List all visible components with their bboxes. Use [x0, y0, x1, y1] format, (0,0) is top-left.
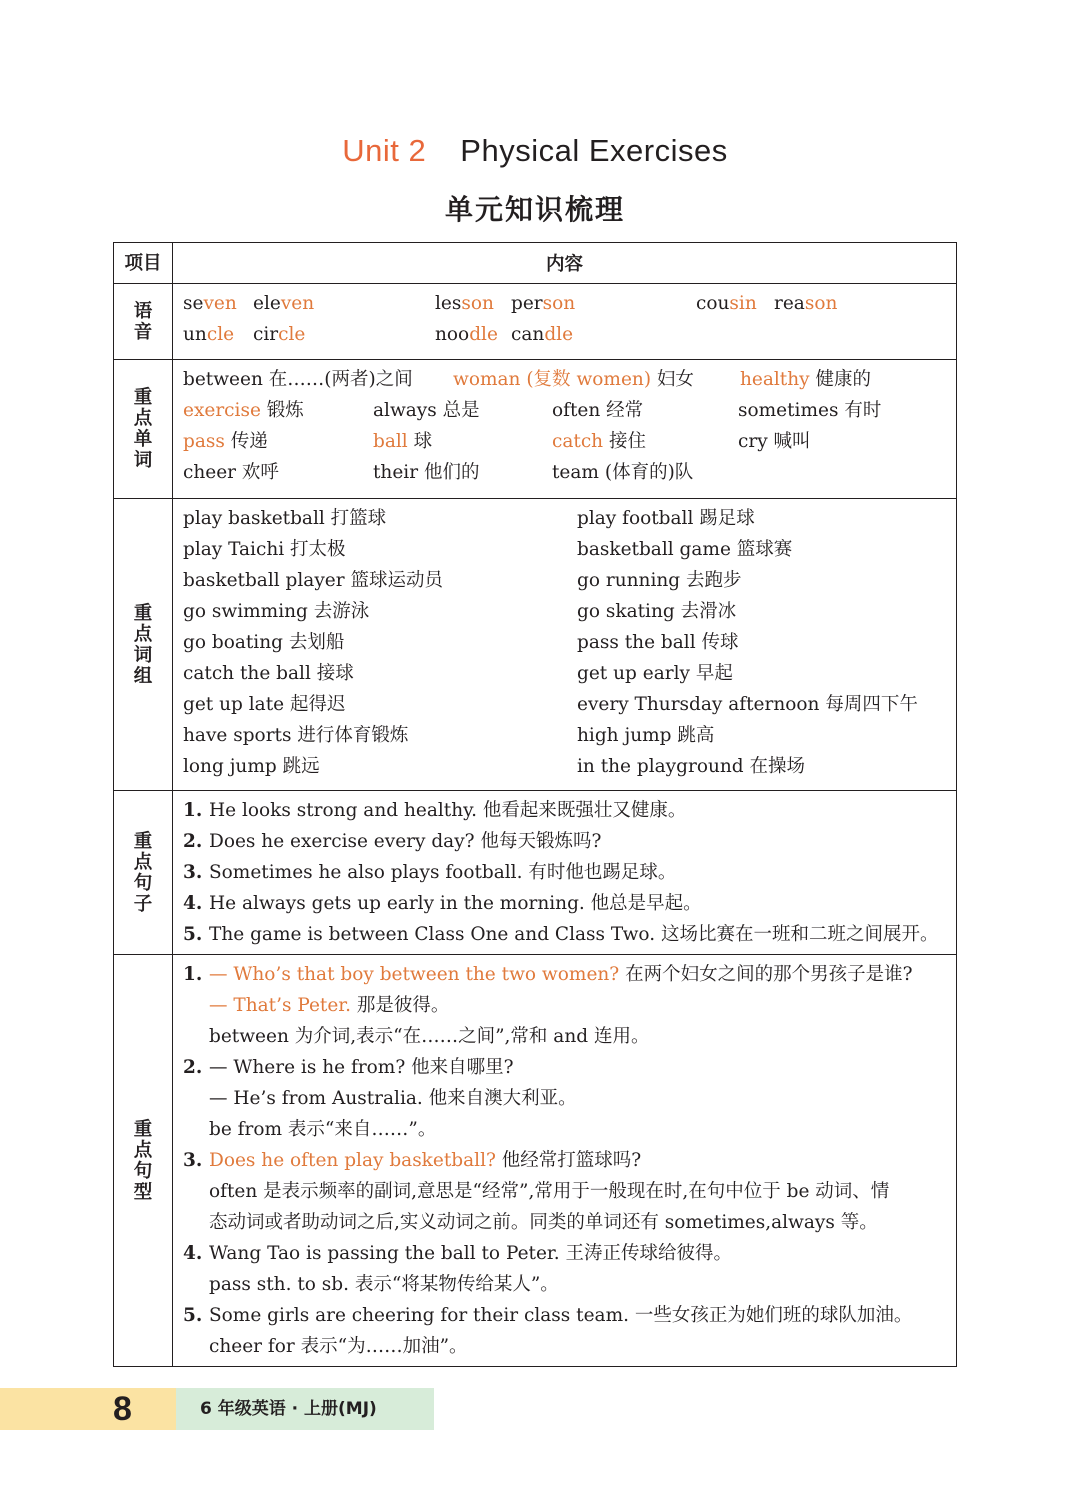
word-item — [373, 457, 479, 488]
sentence-text: He looks strong and healthy. 他看起来既强壮又健康。 — [209, 800, 687, 821]
phonetics-line-2 — [183, 319, 956, 350]
phrase-line — [183, 689, 956, 720]
word-en: pass — [183, 431, 225, 452]
word-zh: 妇女 — [651, 369, 694, 390]
phrase-line — [183, 720, 956, 751]
word-en: woman (复数 women) — [453, 369, 652, 390]
phonetic-highlight: son — [542, 293, 576, 314]
phonetic-word — [183, 319, 234, 350]
phrase-left: basketball player 篮球运动员 — [183, 570, 443, 591]
word-en: team — [552, 462, 599, 483]
word-item — [552, 395, 643, 426]
sentence-text: Does he exercise every day? 他每天锻炼吗? — [209, 831, 602, 852]
words-content — [173, 360, 957, 499]
pattern-2-line-2: — He’s from Australia. 他来自澳大利亚。 — [209, 1088, 577, 1109]
phonetic-prefix: cou — [696, 293, 730, 314]
phonetic-prefix: se — [183, 293, 204, 314]
words-row — [114, 360, 957, 499]
phrases-label: 重 点 词 组 — [114, 499, 173, 791]
pattern-5-line-1: 5. Some girls are cheering for their class team. 一些女孩正为她们班的球队加油。 — [183, 1305, 913, 1326]
word-en: catch — [552, 431, 604, 452]
word-en: cheer — [183, 462, 237, 483]
phrase-right: play football 踢足球 — [577, 508, 755, 529]
phrase-line — [183, 534, 956, 565]
phrase-left: go boating 去划船 — [183, 632, 345, 653]
phrase-left: play Taichi 打太极 — [183, 539, 346, 560]
phonetic-prefix: rea — [774, 293, 805, 314]
word-line — [183, 457, 956, 488]
phonetic-highlight: dle — [544, 324, 574, 345]
word-item — [373, 395, 480, 426]
word-item — [183, 426, 268, 457]
word-en: healthy — [740, 369, 810, 390]
pattern-3-line-1: 3. Does he often play basketball? 他经常打篮球吗? — [183, 1150, 642, 1171]
word-item — [183, 457, 279, 488]
book-label: 6 年级英语 · 上册(MJ) — [176, 1388, 434, 1430]
phrase-line — [183, 627, 956, 658]
word-line — [183, 426, 956, 457]
sentences-label: 重 点 句 子 — [114, 791, 173, 955]
word-zh: 欢呼 — [236, 462, 279, 483]
phonetic-highlight: cle — [206, 324, 235, 345]
pattern-1-note: between 为介词,表示“在……之间”,常和 and 连用。 — [209, 1026, 650, 1047]
word-line — [183, 395, 956, 426]
phonetics-row — [114, 284, 957, 360]
phonetic-word — [253, 288, 314, 319]
phonetic-prefix: can — [511, 324, 545, 345]
word-zh: 接住 — [603, 431, 646, 452]
phrase-left: catch the ball 接球 — [183, 663, 354, 684]
phrase-right: go skating 去滑冰 — [577, 601, 737, 622]
phrase-line — [183, 658, 956, 689]
phonetic-highlight: sin — [729, 293, 757, 314]
patterns-row — [114, 955, 957, 1367]
phrase-right: every Thursday afternoon 每周四下午 — [577, 694, 918, 715]
phrase-right: go running 去跑步 — [577, 570, 742, 591]
pattern-1-line-2: — That’s Peter. 那是彼得。 — [209, 995, 450, 1016]
word-item — [183, 364, 413, 395]
phrase-right: in the playground 在操场 — [577, 756, 806, 777]
phrase-left: go swimming 去游泳 — [183, 601, 370, 622]
phonetic-highlight: son — [461, 293, 494, 314]
sentence-number: 1. — [183, 800, 203, 821]
sentences-row — [114, 791, 957, 955]
word-zh: 在……(两者)之间 — [262, 369, 413, 390]
patterns-content — [173, 955, 957, 1367]
pattern-5-note: cheer for 表示“为……加油”。 — [209, 1336, 468, 1357]
phrase-left: get up late 起得迟 — [183, 694, 346, 715]
phrases-row — [114, 499, 957, 791]
word-zh: (体育的)队 — [598, 462, 694, 483]
phonetic-word — [696, 288, 757, 319]
phonetics-line-1 — [183, 288, 956, 319]
sentence-line — [183, 826, 956, 857]
sentence-text: He always gets up early in the morning. 他总是早起。 — [209, 893, 702, 914]
phonetic-word — [774, 288, 837, 319]
phonetic-prefix: un — [183, 324, 207, 345]
sentences-content — [173, 791, 957, 955]
phrase-line — [183, 596, 956, 627]
sentence-text: Sometimes he also plays football. 有时他也踢足球。 — [209, 862, 677, 883]
pattern-4-line-1: 4. Wang Tao is passing the ball to Peter. 王涛正传球给彼得。 — [183, 1243, 732, 1264]
phonetic-word — [253, 319, 305, 350]
word-item — [738, 426, 811, 457]
word-zh: 健康的 — [809, 369, 872, 390]
phonetics-content — [173, 284, 957, 360]
pattern-1-line-1: 1. — Who’s that boy between the two women? 在两个妇女之间的那个男孩子是谁? — [183, 964, 913, 985]
section-subtitle: 单元知识梳理 — [444, 193, 625, 226]
knowledge-table — [113, 242, 957, 1367]
phonetic-word — [511, 288, 575, 319]
word-zh: 他们的 — [418, 462, 480, 483]
unit-title — [0, 133, 1070, 169]
phrase-right: high jump 跳高 — [577, 725, 715, 746]
word-en: cry — [738, 431, 768, 452]
phonetic-prefix: per — [511, 293, 543, 314]
phonetic-prefix: les — [435, 293, 462, 314]
pattern-3-note-2: 态动词或者助动词之后,实义动词之前。同类的单词还有 sometimes,always 等。 — [209, 1212, 878, 1233]
phrase-right: get up early 早起 — [577, 663, 733, 684]
word-zh: 喊叫 — [767, 431, 811, 452]
word-item — [738, 395, 881, 426]
page-number-block — [0, 1388, 176, 1430]
phrase-line — [183, 503, 956, 534]
word-item — [373, 426, 432, 457]
unit-name: Physical Exercises — [460, 133, 728, 168]
page-number: 8 — [113, 1390, 132, 1428]
word-en: often — [552, 400, 601, 421]
word-item — [183, 395, 304, 426]
phrase-left: long jump 跳远 — [183, 756, 320, 777]
table-header-row — [114, 243, 957, 284]
word-item — [453, 364, 694, 395]
phonetic-word — [435, 288, 494, 319]
word-item — [552, 457, 693, 488]
pattern-3-note-1: often 是表示频率的副词,意思是“经常”,常用于一般现在时,在句中位于 be 动词、情 — [209, 1181, 890, 1202]
phrase-line — [183, 565, 956, 596]
sentence-line — [183, 919, 956, 950]
phrase-right: pass the ball 传球 — [577, 632, 739, 653]
pattern-4-note: pass sth. to sb. 表示“将某物传给某人”。 — [209, 1274, 559, 1295]
pattern-2-line-1: 2. — Where is he from? 他来自哪里? — [183, 1057, 514, 1078]
sentence-text: The game is between Class One and Class Two. 这场比赛在一班和二班之间展开。 — [209, 924, 939, 945]
pattern-2-note: be from 表示“来自……”。 — [209, 1119, 437, 1140]
phonetic-word — [183, 288, 237, 319]
phonetic-prefix: cir — [253, 324, 279, 345]
sentence-line — [183, 857, 956, 888]
word-en: their — [373, 462, 419, 483]
word-zh: 球 — [407, 431, 433, 452]
sentence-number: 4. — [183, 893, 203, 914]
word-zh: 经常 — [600, 400, 644, 421]
phonetic-word — [435, 319, 498, 350]
phrase-line — [183, 751, 956, 782]
phonetic-highlight: son — [804, 293, 838, 314]
word-en: between — [183, 369, 263, 390]
word-line — [183, 364, 956, 395]
phonetic-highlight: ven — [280, 293, 315, 314]
sentence-line — [183, 795, 956, 826]
word-en: sometimes — [738, 400, 839, 421]
phonetic-highlight: cle — [278, 324, 306, 345]
word-zh: 锻炼 — [260, 400, 304, 421]
word-item — [552, 426, 646, 457]
word-en: exercise — [183, 400, 261, 421]
word-zh: 总是 — [436, 400, 480, 421]
phrase-right: basketball game 篮球赛 — [577, 539, 793, 560]
words-label: 重 点 单 词 — [114, 360, 173, 499]
phonetic-prefix: ele — [253, 293, 281, 314]
word-zh: 有时 — [838, 400, 882, 421]
patterns-label: 重 点 句 型 — [114, 955, 173, 1367]
phonetics-label: 语 音 — [114, 284, 173, 360]
unit-number: Unit 2 — [342, 133, 427, 168]
phonetic-highlight: dle — [469, 324, 498, 345]
sentence-number: 5. — [183, 924, 203, 945]
phrases-content — [173, 499, 957, 791]
phrase-left: have sports 进行体育锻炼 — [183, 725, 409, 746]
phonetic-highlight: ven — [203, 293, 237, 314]
phonetic-word — [511, 319, 573, 350]
header-item: 项目 — [114, 243, 173, 284]
word-item — [740, 364, 871, 395]
sentence-line — [183, 888, 956, 919]
sentence-number: 3. — [183, 862, 203, 883]
word-en: ball — [373, 431, 408, 452]
sentence-number: 2. — [183, 831, 203, 852]
phrase-left: play basketball 打篮球 — [183, 508, 387, 529]
phonetic-prefix: noo — [435, 324, 470, 345]
word-zh: 传递 — [224, 431, 268, 452]
header-content: 内容 — [173, 243, 957, 284]
word-en: always — [373, 400, 437, 421]
